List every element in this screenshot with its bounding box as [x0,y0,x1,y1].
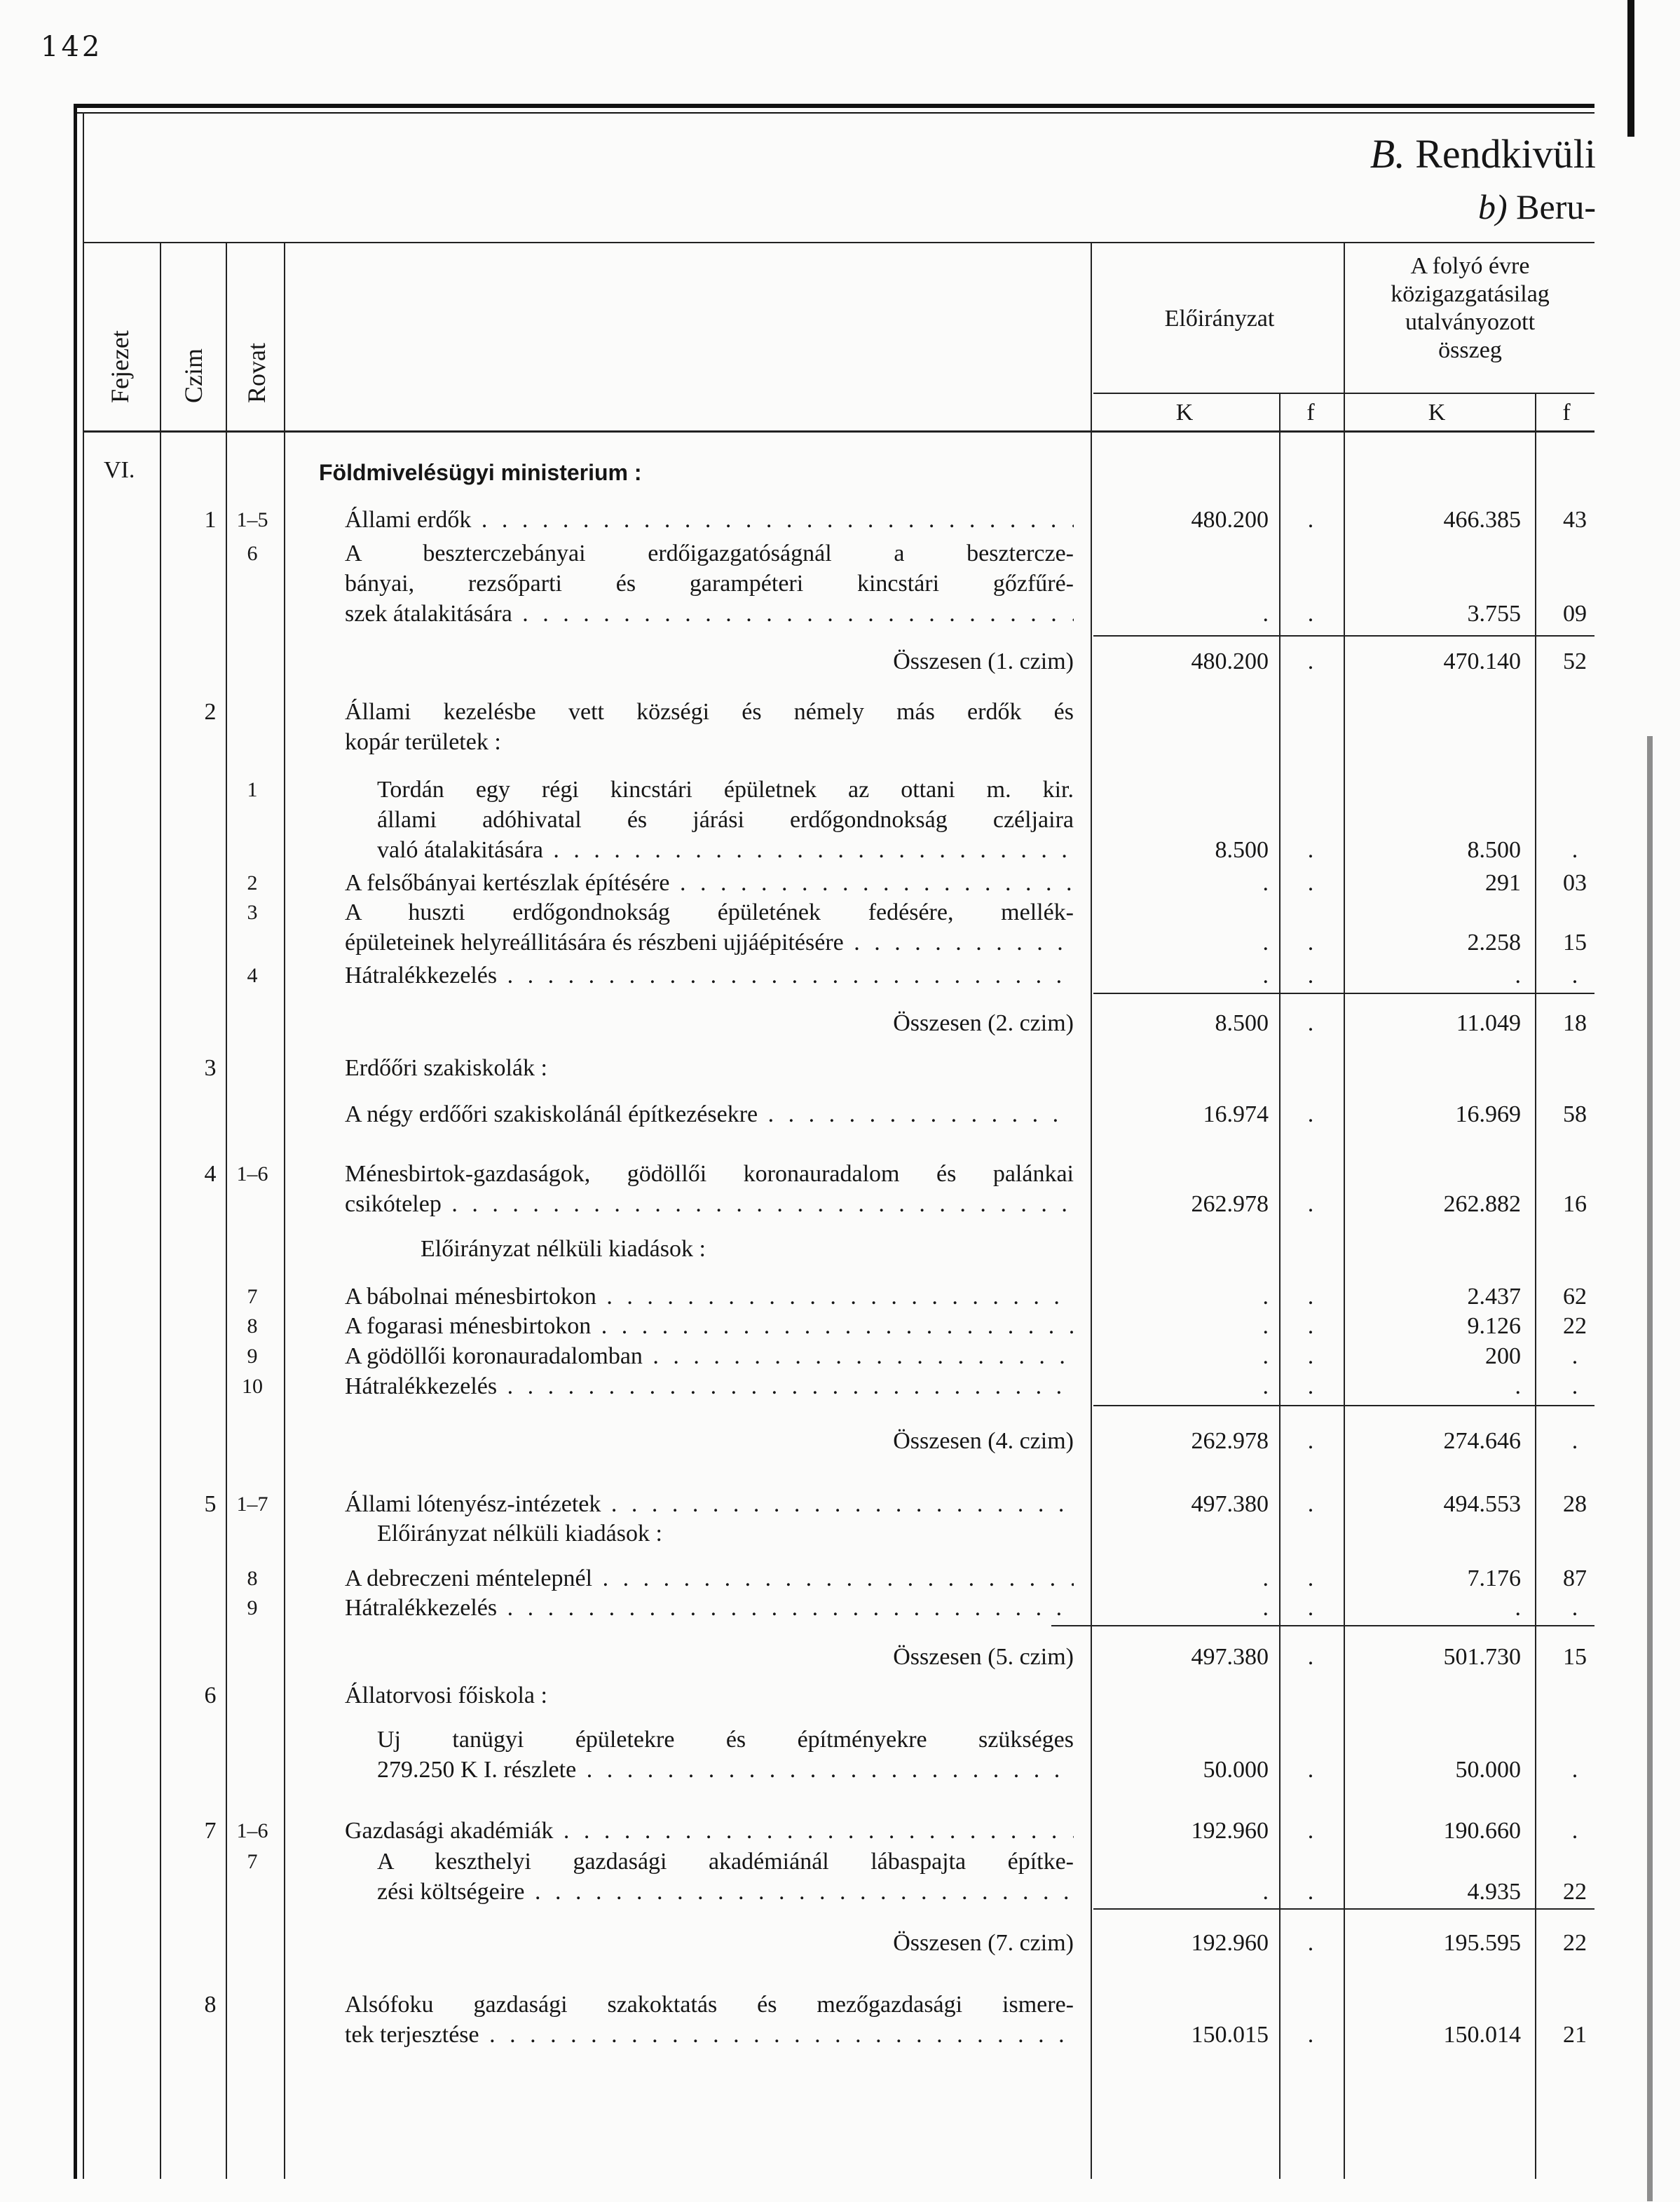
row-czim: 6 [204,1683,217,1708]
row-description-line [377,1755,1074,1785]
row-description-text: bányai, rezsőparti és garampéteri kincstári gőzfűré- [345,571,1074,597]
row-description-line [345,1099,1074,1129]
row-utalvanyozott-f: 22 [1563,1930,1587,1956]
row-eloiranyzat-f: . [1307,870,1314,896]
col-header-rovat: Rovat [243,343,271,403]
col-header-utalv-line1: A folyó évre [1410,253,1530,279]
table-row [0,1563,1680,1593]
row-subheading: Előirányzat nélküli kiadások : [421,1236,706,1262]
row-utalvanyozott-f: 52 [1563,648,1587,674]
row-eloiranyzat-k: 192.960 [1191,1818,1269,1844]
row-description-text: Állami lótenyész-intézetek [345,1491,601,1517]
table-row [0,1159,1680,1219]
row-utalvanyozott-f: 22 [1563,1313,1587,1339]
row-utalvanyozott-f: 62 [1563,1284,1587,1310]
row-czim: 3 [204,1055,217,1081]
row-utalvanyozott-f: 03 [1563,870,1587,896]
row-eloiranyzat-k: . [1262,1284,1269,1310]
row-description-text: épületeinek helyreállitására és részbeni ujjáépitésére [345,930,844,956]
row-utalvanyozott-k: 3.755 [1467,601,1521,627]
table-row [0,1990,1680,2050]
row-rovat: 7 [247,1850,258,1873]
row-description-text: Erdőőri szakiskolák : [345,1055,547,1081]
row-description-line [345,1990,1074,2020]
col-header-czim: Czim [179,348,207,403]
page-heading-line1 [1370,130,1596,177]
col-header-utalv-line2: közigazgatásilag [1391,281,1550,307]
table-row [0,697,1680,757]
row-eloiranyzat-k: 192.960 [1191,1930,1269,1956]
row-eloiranyzat-f: . [1307,601,1314,627]
table-row [0,868,1680,898]
row-eloiranyzat-f: . [1307,963,1314,988]
table-row [0,1489,1680,1519]
row-description-line [345,505,1074,535]
row-eloiranyzat-f: . [1307,837,1314,863]
top-rule-thin [74,112,1594,114]
row-eloiranyzat-f: . [1307,1343,1314,1369]
col-header-fejezet: Fejezet [106,330,134,403]
row-eloiranyzat-k: 50.000 [1203,1757,1269,1783]
heading-sub-text: Beru- [1516,187,1596,226]
row-description-text: Állami kezelésbe vett községi és némely más erdők és [345,699,1074,725]
col-header-ek: K [1175,400,1194,426]
row-eloiranyzat-f: . [1307,1428,1314,1454]
row-rovat: 8 [247,1314,258,1338]
row-eloiranyzat-k: . [1262,601,1269,627]
row-eloiranyzat-f: . [1307,1373,1314,1399]
row-description-text: tek terjesztése [345,2022,479,2048]
row-description-line [345,727,1074,757]
section-fejezet: VI. [104,457,135,483]
row-total-label: Összesen (1. czim) [893,648,1074,674]
row-rovat: 1–5 [236,508,268,531]
row-eloiranyzat-k: . [1262,870,1269,896]
row-description-line [377,1877,1074,1907]
row-utalvanyozott-f: 09 [1563,601,1587,627]
row-description-text: A gödöllői koronauradalomban [345,1343,643,1369]
row-eloiranyzat-f: . [1307,2022,1314,2048]
header-top-rule [83,242,1594,243]
row-utalvanyozott-k: 501.730 [1443,1644,1521,1670]
row-description-text: csikótelep [345,1191,442,1217]
row-eloiranyzat-f: . [1307,1491,1314,1517]
scan-edge-mark [1627,0,1634,137]
row-utalvanyozott-k: 9.126 [1467,1313,1521,1339]
row-eloiranyzat-f: . [1307,1010,1314,1036]
row-description-line [345,960,1074,991]
row-eloiranyzat-k: . [1262,1565,1269,1591]
row-czim: 5 [204,1491,217,1517]
row-eloiranyzat-k: 8.500 [1215,1010,1269,1036]
row-rovat: 7 [247,1285,258,1308]
row-description-text: Állami erdők [345,507,472,533]
col-header-uk: K [1428,400,1446,426]
row-description-text: állami adóhivatal és járási erdőgondnokság czéljaira [377,807,1074,833]
table-row [0,1518,1680,1549]
row-eloiranyzat-k: . [1262,930,1269,956]
row-description-text: Alsófoku gazdasági szakoktatás és mezőgazdasági ismere- [345,1992,1074,2018]
row-utalvanyozott-f: . [1571,1373,1578,1399]
col-header-utalv-line3: utalványozott [1405,309,1536,335]
row-description-text: Tordán egy régi kincstári épületnek az ottani m. kir. [377,777,1074,803]
row-czim: 1 [204,507,217,533]
row-utalvanyozott-k: 2.437 [1467,1284,1521,1310]
row-eloiranyzat-k: . [1262,1879,1269,1905]
header-bottom-rule [83,430,1594,433]
row-eloiranyzat-f: . [1307,1757,1314,1783]
row-description-text: A beszterczebányai erdőigazgatóságnál a besztercze- [345,541,1074,566]
row-eloiranyzat-f: . [1307,1284,1314,1310]
row-description-line [345,1053,1074,1083]
row-utalvanyozott-f: . [1571,1818,1578,1844]
page-number: 142 [41,31,103,63]
row-eloiranyzat-f: . [1307,507,1314,533]
row-total-label: Összesen (5. czim) [893,1644,1074,1670]
row-description-line [345,1680,1074,1711]
row-eloiranyzat-k: 480.200 [1191,507,1269,533]
table-row [0,1053,1680,1083]
row-czim: 2 [204,699,217,725]
row-utalvanyozott-f: 16 [1563,1191,1587,1217]
row-rovat: 8 [247,1567,258,1590]
row-eloiranyzat-k: 497.380 [1191,1491,1269,1517]
row-utalvanyozott-k: 11.049 [1456,1010,1521,1036]
row-description-line [377,1847,1074,1877]
row-utalvanyozott-k: 274.646 [1443,1428,1521,1454]
row-description-line [345,897,1074,927]
row-eloiranyzat-f: . [1307,1595,1314,1621]
row-utalvanyozott-f: . [1571,1757,1578,1783]
row-subheading: Előirányzat nélküli kiadások : [377,1521,662,1547]
row-utalvanyozott-k: 262.882 [1443,1191,1521,1217]
row-rovat: 9 [247,1345,258,1368]
row-description-line [345,1341,1074,1371]
row-description-text: Hátralékkezelés [345,1595,498,1621]
row-utalvanyozott-k: 466.385 [1443,507,1521,533]
row-utalvanyozott-f: 22 [1563,1879,1587,1905]
row-description-line [345,1189,1074,1219]
row-utalvanyozott-k: . [1515,1595,1521,1621]
row-description-line [377,775,1074,805]
row-eloiranyzat-k: . [1262,1313,1269,1339]
table-row [0,1593,1680,1623]
top-rule-thick [74,104,1594,108]
heading-letter: B. [1370,131,1405,177]
row-eloiranyzat-k: 262.978 [1191,1191,1269,1217]
row-description-text: való átalakitására [377,837,543,863]
table-row [0,1847,1680,1907]
sum-rule-2 [1093,993,1594,994]
row-description-text: Hátralékkezelés [345,963,498,988]
row-utalvanyozott-k: . [1515,963,1521,988]
row-rovat: 4 [247,964,258,987]
row-eloiranyzat-k: . [1262,1373,1269,1399]
row-description-text: Ménesbirtok-gazdaságok, gödöllői koronauradalom és palánkai [345,1161,1074,1187]
sum-rule-4 [1093,1405,1594,1406]
row-description-line [345,2020,1074,2050]
row-description-line [345,1311,1074,1341]
row-utalvanyozott-k: 50.000 [1455,1757,1521,1783]
col-header-utalvanyozott [1346,252,1594,365]
row-utalvanyozott-k: 16.969 [1455,1101,1521,1127]
row-description-text: A huszti erdőgondnokság épületének fedésére, mellék- [345,899,1074,925]
sum-rule-5 [1051,1625,1594,1626]
row-utalvanyozott-f: 21 [1563,2022,1587,2048]
row-utalvanyozott-f: 58 [1563,1101,1587,1127]
row-eloiranyzat-f: . [1307,1191,1314,1217]
row-utalvanyozott-f: . [1571,963,1578,988]
row-description-line [377,805,1074,835]
row-eloiranyzat-k: 16.974 [1203,1101,1269,1127]
section-title: Földmivelésügyi ministerium : [319,460,642,485]
table-row [0,1282,1680,1312]
sum-rule-7 [1093,1908,1594,1910]
row-eloiranyzat-f: . [1307,930,1314,956]
row-description-text: A négy erdőőri szakiskolánál építkezésekre [345,1101,758,1127]
row-eloiranyzat-k: 150.015 [1191,2022,1269,2048]
sum-rule-1 [1093,635,1594,637]
col-header-eloiranyzat: Előirányzat [1164,306,1275,332]
row-utalvanyozott-k: 150.014 [1443,2022,1521,2048]
row-utalvanyozott-k: 8.500 [1467,837,1521,863]
row-description-text: A felsőbányai kertészlak építésére [345,870,670,896]
col-header-uf: f [1562,400,1571,426]
table-row [0,897,1680,958]
row-eloiranyzat-k: 8.500 [1215,837,1269,863]
row-description-line [345,1159,1074,1189]
row-description-text: A fogarasi ménesbirtokon [345,1313,592,1339]
table-row [0,960,1680,991]
row-description-line [345,538,1074,569]
row-total-label: Összesen (2. czim) [893,1010,1074,1036]
table-row [0,1426,1680,1456]
row-description-text: A keszthelyi gazdasági akadémiánál lábaspajta építke- [377,1849,1074,1875]
row-utalvanyozott-f: 87 [1563,1565,1587,1591]
row-eloiranyzat-k: . [1262,1595,1269,1621]
row-utalvanyozott-k: 2.258 [1467,930,1521,956]
row-eloiranyzat-f: . [1307,1313,1314,1339]
col-header-utalv-line4: összeg [1438,337,1502,363]
row-description-text: Állatorvosi főiskola : [345,1683,547,1708]
row-rovat: 1–7 [236,1493,268,1516]
row-description-line [345,599,1074,629]
row-utalvanyozott-k: 291 [1485,870,1521,896]
table-row [0,1642,1680,1672]
row-description-line [345,1593,1074,1623]
row-description-line [345,1489,1074,1519]
row-rovat: 1–6 [236,1162,268,1185]
row-description-text: A debreczeni méntelepnél [345,1565,593,1591]
heading-sub-letter: b) [1478,187,1508,226]
row-description-line [345,927,1074,958]
row-utalvanyozott-k: 470.140 [1443,648,1521,674]
row-eloiranyzat-k: . [1262,1343,1269,1369]
table-row [0,775,1680,865]
row-description-text: kopár területek : [345,729,501,755]
row-utalvanyozott-f: . [1571,837,1578,863]
row-description-text: 279.250 K I. részlete [377,1757,577,1783]
row-rovat: 6 [247,542,258,565]
row-utalvanyozott-f: . [1571,1595,1578,1621]
table-row [0,538,1680,629]
table-row [0,1928,1680,1958]
row-utalvanyozott-f: . [1571,1343,1578,1369]
row-eloiranyzat-k: 480.200 [1191,648,1269,674]
row-eloiranyzat-k: . [1262,963,1269,988]
row-description-line [377,835,1074,865]
row-description-text: Hátralékkezelés [345,1373,498,1399]
table-row [0,505,1680,535]
row-utalvanyozott-f: 28 [1563,1491,1587,1517]
row-description-line [345,1816,1074,1846]
row-czim: 7 [204,1818,217,1844]
row-rovat: 9 [247,1596,258,1619]
row-rovat: 10 [242,1375,263,1398]
row-rovat: 3 [247,901,258,924]
heading-text: Rendkivüli [1415,131,1596,177]
table-row [0,1680,1680,1711]
row-eloiranyzat-f: . [1307,1565,1314,1591]
row-description-line [345,1563,1074,1593]
row-utalvanyozott-f: 43 [1563,507,1587,533]
row-description-text: zési költségeire [377,1879,525,1905]
table-row [0,1816,1680,1846]
row-utalvanyozott-k: 195.595 [1443,1930,1521,1956]
row-eloiranyzat-f: . [1307,1644,1314,1670]
page-heading-line2 [1478,186,1596,227]
row-utalvanyozott-f: 15 [1563,1644,1587,1670]
row-czim: 8 [204,1992,217,2018]
row-description-text: szek átalakitására [345,601,512,627]
row-description-text: Uj tanügyi épületekre és építményekre szükséges [377,1727,1074,1753]
row-czim: 4 [204,1161,217,1187]
row-utalvanyozott-k: . [1515,1373,1521,1399]
row-utalvanyozott-k: 4.935 [1467,1879,1521,1905]
row-eloiranyzat-f: . [1307,1101,1314,1127]
row-description-line [345,697,1074,727]
row-description-line [377,1725,1074,1755]
row-eloiranyzat-k: 262.978 [1191,1428,1269,1454]
table-row [0,1008,1680,1038]
row-rovat: 2 [247,871,258,895]
row-eloiranyzat-k: 497.380 [1191,1644,1269,1670]
row-description-text: A bábolnai ménesbirtokon [345,1284,596,1310]
row-utalvanyozott-f: 15 [1563,930,1587,956]
row-rovat: 1–6 [236,1819,268,1842]
row-utalvanyozott-f: . [1571,1428,1578,1454]
row-description-line [345,1371,1074,1401]
row-eloiranyzat-f: . [1307,1930,1314,1956]
table-row [0,1371,1680,1401]
row-description-text: Gazdasági akadémiák [345,1818,554,1844]
table-row [0,1311,1680,1341]
row-eloiranyzat-f: . [1307,648,1314,674]
col-header-ef: f [1306,400,1315,426]
table-row [0,1725,1680,1785]
row-utalvanyozott-k: 200 [1485,1343,1521,1369]
table-row [0,1234,1680,1264]
table-row [0,1099,1680,1129]
row-utalvanyozott-k: 494.553 [1443,1491,1521,1517]
row-utalvanyozott-f: 18 [1563,1010,1587,1036]
row-description-line [345,569,1074,599]
row-utalvanyozott-k: 190.660 [1443,1818,1521,1844]
row-utalvanyozott-k: 7.176 [1467,1565,1521,1591]
table-row [0,646,1680,677]
row-total-label: Összesen (4. czim) [893,1428,1074,1454]
row-description-line [345,868,1074,898]
row-eloiranyzat-f: . [1307,1879,1314,1905]
row-rovat: 1 [247,778,258,801]
row-eloiranyzat-f: . [1307,1818,1314,1844]
row-description-line [345,1282,1074,1312]
table-row [0,1341,1680,1371]
row-total-label: Összesen (7. czim) [893,1930,1074,1956]
